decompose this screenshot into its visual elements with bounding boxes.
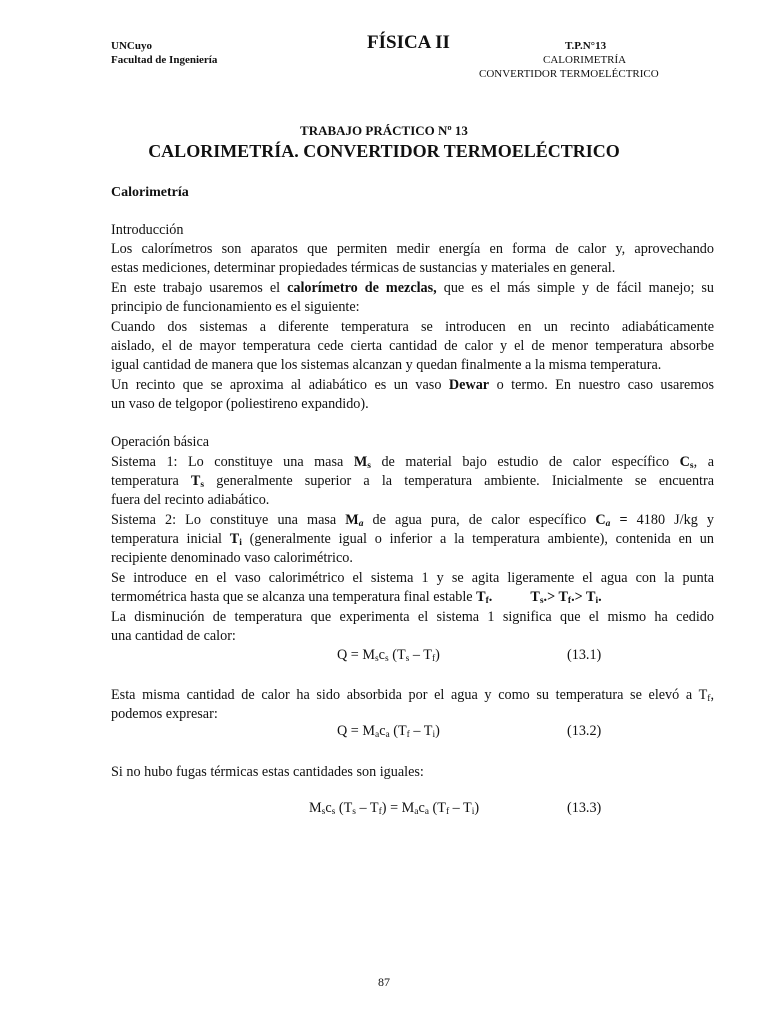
intro-p2-line2: principio de funcionamiento es el siguiente: bbox=[111, 299, 360, 315]
intro-p4-line1 bbox=[111, 376, 714, 395]
symbol-Ti: $T_i$ bbox=[229, 531, 242, 548]
system2-line1 bbox=[111, 511, 714, 530]
text-span: Sistema 2: Lo constituye una masa bbox=[111, 512, 346, 528]
header-faculty: Facultad de Ingeniería bbox=[111, 54, 218, 66]
equation-13-1-number: (13.1) bbox=[567, 647, 602, 663]
title-line-2: CALORIMETRÍA. CONVERTIDOR TERMOELÉCTRICO bbox=[148, 141, 620, 161]
text-span: En este trabajo usaremos el bbox=[111, 280, 288, 296]
system2-line2 bbox=[111, 530, 714, 549]
intro-p3-line2: aislado, el de mayor temperatura cede cierta cantidad de calor y el de menor temperatura absorbe bbox=[111, 338, 714, 354]
symbol-Tf: $T_f$. bbox=[476, 589, 493, 606]
text-span: 4180 J/kg y bbox=[636, 512, 714, 528]
title-line-1: TRABAJO PRÁCTICO Nº 13 bbox=[300, 123, 468, 138]
temperature-relation: $T_s.> T_f.> T_i$. bbox=[530, 589, 602, 606]
text-span: generalmente superior a la temperatura ambiente. Inicialmente se encuentra bbox=[204, 473, 714, 489]
equation-13-1: $Q = M_sc_s$ $(T_s - T_f)$ bbox=[337, 647, 440, 664]
text-span: temperatura inicial bbox=[111, 531, 230, 547]
system1-line2 bbox=[111, 472, 714, 491]
bold-term: Dewar bbox=[448, 377, 490, 393]
operation-heading: Operación básica bbox=[111, 434, 210, 450]
text-span: que es el más simple y de fácil manejo; su bbox=[436, 280, 715, 296]
procedure-line1: Se introduce en el vaso calorimétrico el sistema 1 y se agita ligeramente el agua con la punta bbox=[111, 570, 714, 586]
system2-line3: recipiente denominado vaso calorimétrico. bbox=[111, 550, 353, 566]
header-institution: UNCuyo bbox=[111, 40, 152, 52]
absorbed-line1: Esta misma cantidad de calor ha sido absorbida por el agua y como su temperatura se elevó a $T_f$, bbox=[111, 687, 714, 704]
text-span: de agua pura, de calor específico bbox=[363, 512, 596, 528]
symbol-Ma: $M_a$ bbox=[345, 512, 364, 529]
text-span: termométrica hasta que se alcanza una temperatura final estable bbox=[111, 589, 477, 605]
procedure-line2 bbox=[111, 588, 714, 607]
bold-term: calorímetro de mezclas, bbox=[287, 280, 437, 296]
text-span: de material bajo estudio de calor específico bbox=[370, 454, 680, 470]
no-leaks-line: Si no hubo fugas térmicas estas cantidades son iguales: bbox=[111, 764, 424, 780]
decrease-line1: La disminución de temperatura que experimenta el sistema 1 significa que el mismo ha cedido bbox=[111, 609, 714, 625]
text-span: Esta misma cantidad de calor ha sido absorbida por el agua y como su temperatura se elevó a T bbox=[111, 687, 708, 703]
symbol-Ts: $T_s$ bbox=[190, 473, 205, 490]
header-course: FÍSICA II bbox=[367, 32, 450, 53]
equation-13-2-number: (13.2) bbox=[567, 723, 602, 739]
text-span: o termo. En nuestro caso usaremos bbox=[489, 377, 714, 393]
text-span: Sistema 1: Lo constituye una masa bbox=[111, 454, 354, 470]
equation-13-2: $Q = M_ac_a$ $(T_f - T_i)$ bbox=[337, 723, 440, 740]
symbol-Ms: $M_s$ bbox=[353, 454, 371, 471]
header-topic-2: CONVERTIDOR TERMOELÉCTRICO bbox=[479, 68, 659, 80]
system1-line1 bbox=[111, 453, 714, 472]
intro-p3-line1: Cuando dos sistemas a diferente temperatura se introducen en un recinto adiabáticamente bbox=[111, 319, 714, 335]
text-span: , bbox=[710, 687, 714, 703]
symbol-Ca: $C_a$ = bbox=[595, 512, 637, 529]
symbol-Cs: $C_s$ bbox=[679, 454, 694, 471]
system1-line3: fuera del recinto adiabático. bbox=[111, 492, 270, 508]
text-span: temperatura bbox=[111, 473, 191, 489]
text-span: Un recinto que se aproxima al adiabático es un vaso bbox=[111, 377, 449, 393]
intro-heading: Introducción bbox=[111, 222, 184, 238]
page-number: 87 bbox=[378, 975, 390, 989]
intro-p1-line2: estas mediciones, determinar propiedades térmicas de sustancias y materiales en general. bbox=[111, 260, 616, 276]
intro-p1-line1: Los calorímetros son aparatos que permiten medir energía en forma de calor y, aprovechando bbox=[111, 241, 714, 257]
header-tp-number: T.P.N°13 bbox=[565, 40, 607, 52]
absorbed-line2: podemos expresar: bbox=[111, 706, 218, 722]
section-heading: Calorimetría bbox=[111, 185, 189, 200]
equation-13-3: $M_sc_s$ $(T_s - T_f) = M_ac_a$ $(T_f - T_i)$ bbox=[309, 800, 480, 817]
intro-p3-line3: igual cantidad de manera que los sistemas alcanzan y quedan finalmente a la misma temperatura. bbox=[111, 357, 662, 373]
equation-13-3-number: (13.3) bbox=[567, 800, 602, 816]
intro-p2-line1 bbox=[111, 279, 714, 298]
text-span: , a bbox=[693, 454, 714, 470]
header-topic-1: CALORIMETRÍA bbox=[543, 54, 627, 66]
text-span: (generalmente igual o inferior a la temperatura ambiente), contenida en un bbox=[241, 531, 714, 547]
decrease-line2: una cantidad de calor: bbox=[111, 628, 236, 644]
intro-p4-line2: un vaso de telgopor (poliestireno expandido). bbox=[111, 396, 369, 412]
